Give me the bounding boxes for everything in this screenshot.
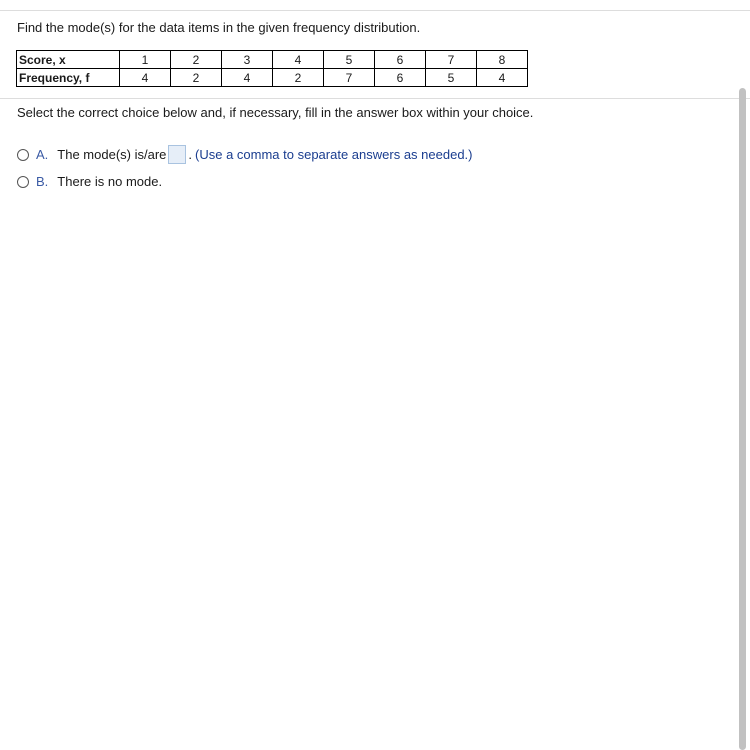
frequency-cell: 6 xyxy=(375,69,426,87)
choice-a-text: The mode(s) is/are xyxy=(57,147,167,162)
choice-b-letter: B. xyxy=(36,174,49,189)
frequency-row-label: Frequency, f xyxy=(17,69,120,87)
section-divider xyxy=(0,98,750,99)
frequency-cell: 2 xyxy=(273,69,324,87)
answer-input[interactable] xyxy=(168,145,186,164)
frequency-cell: 2 xyxy=(171,69,222,87)
choice-a-radio[interactable] xyxy=(17,149,29,161)
score-cell: 4 xyxy=(273,51,324,69)
instruction-text: Select the correct choice below and, if necessary, fill in the answer box within your choice. xyxy=(17,105,534,120)
question-text: Find the mode(s) for the data items in the given frequency distribution. xyxy=(17,20,421,35)
score-row xyxy=(17,51,528,69)
score-cell: 2 xyxy=(171,51,222,69)
frequency-table xyxy=(16,50,528,87)
choice-a-period: . xyxy=(188,147,193,162)
vertical-scrollbar[interactable] xyxy=(739,88,746,750)
choice-b-text: There is no mode. xyxy=(57,174,163,189)
frequency-cell: 4 xyxy=(222,69,273,87)
frequency-cell: 4 xyxy=(120,69,171,87)
score-cell: 6 xyxy=(375,51,426,69)
choice-a-letter: A. xyxy=(36,147,49,162)
top-divider xyxy=(0,10,750,11)
choice-a xyxy=(17,145,472,164)
score-cell: 8 xyxy=(477,51,528,69)
frequency-cell: 4 xyxy=(477,69,528,87)
score-cell: 3 xyxy=(222,51,273,69)
score-cell: 7 xyxy=(426,51,477,69)
choice-b-radio[interactable] xyxy=(17,176,29,188)
score-cell: 5 xyxy=(324,51,375,69)
frequency-cell: 5 xyxy=(426,69,477,87)
frequency-row xyxy=(17,69,528,87)
frequency-cell: 7 xyxy=(324,69,375,87)
choice-a-hint: (Use a comma to separate answers as needed.) xyxy=(195,147,473,162)
score-cell: 1 xyxy=(120,51,171,69)
score-row-label: Score, x xyxy=(17,51,120,69)
choice-b xyxy=(17,174,162,189)
